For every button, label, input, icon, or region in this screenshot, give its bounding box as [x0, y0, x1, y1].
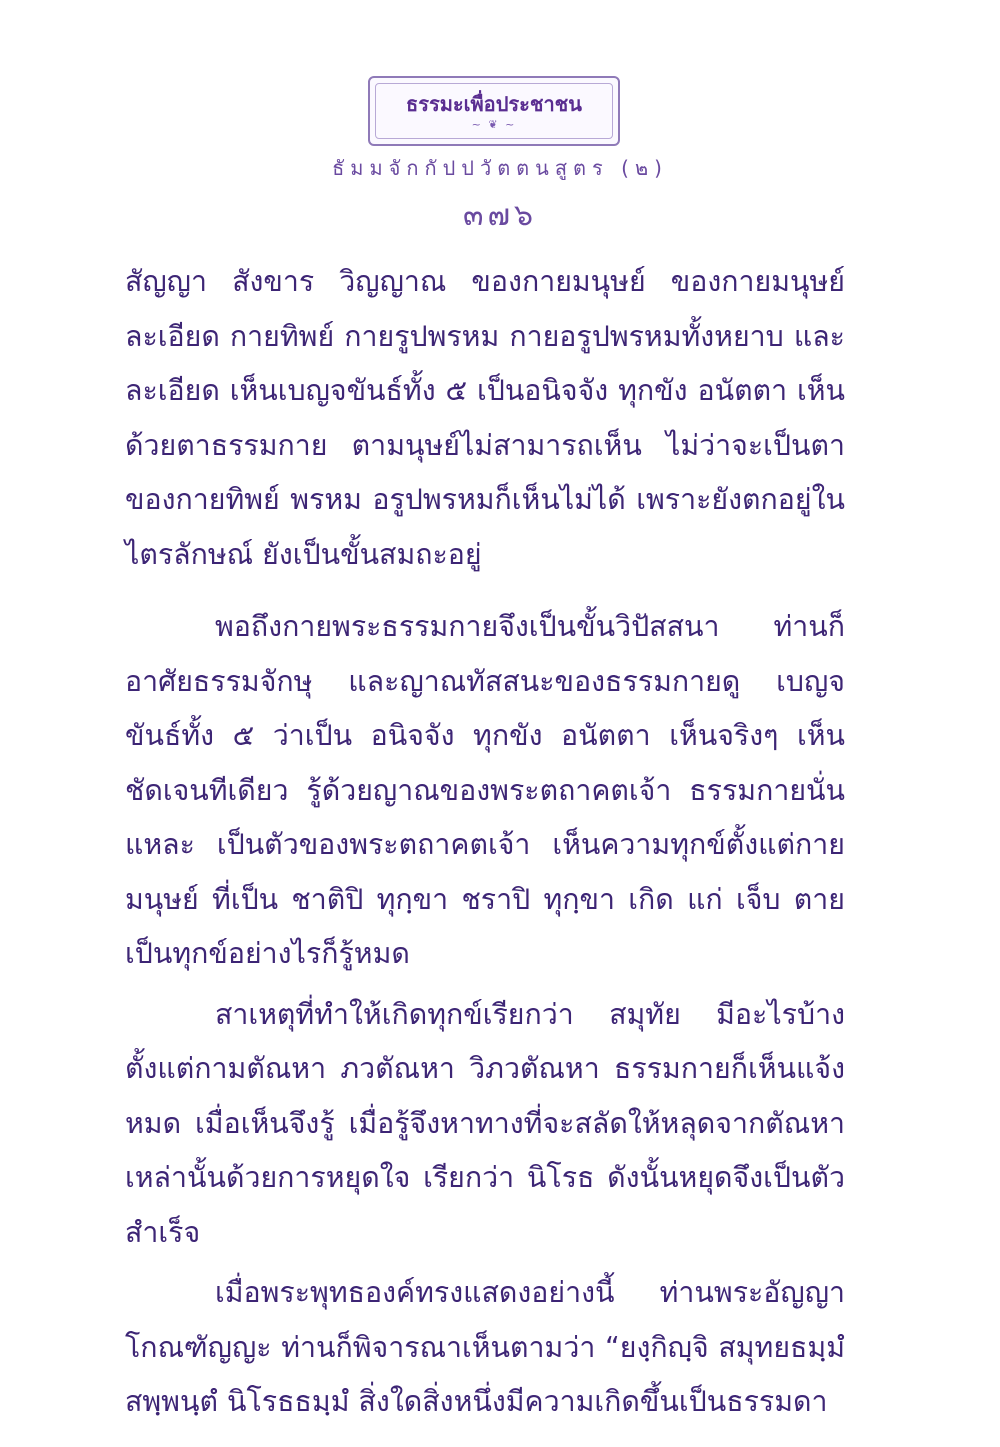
paragraph-3: สาเหตุที่ทำให้เกิดทุกข์เรียกว่า สมุทัย มีอะไรบ้าง ตั้งแต่กามตัณหา ภวตัณหา วิภวตัณหา ธรรมกายก็เห็นแจ้งหมด เมื่อเห็นจึงรู้ เมื่อรู้จึงหาทางที่จะสลัดให้หลุดจากตัณหาเหล่านั้นด้วยการหยุดใจ เรียกว่า นิโรธ ดังนั้นหยุดจึงเป็นตัวสำเร็จ [125, 997, 845, 1249]
ornament-icon: ~ ❦ ~ [471, 118, 517, 131]
series-logo [368, 76, 620, 146]
page-header [0, 0, 1000, 240]
paragraph-4: เมื่อพระพุทธองค์ทรงแสดงอย่างนี้ ท่านพระอัญญาโกณฑัญญะ ท่านก็พิจารณาเห็นตามว่า “ยงฺกิญฺจิ สมุทยธมฺมํ สพฺพนฺตํ นิโรธธมฺมํ สิ่งใดสิ่งหนึ่งมีความเกิดขึ้นเป็นธรรมดา [125, 1276, 845, 1418]
logo-text: ธรรมะเพื่อประชาชน [406, 92, 582, 116]
page-number: ๓๗๖ [462, 198, 538, 233]
page-body [125, 255, 845, 1430]
chapter-subtitle: ธัมมจักกัปปวัตตนสูตร (๒) [332, 156, 668, 180]
paragraph-2: พอถึงกายพระธรรมกายจึงเป็นขั้นวิปัสสนา ท่านก็อาศัยธรรมจักษุ และญาณทัสสนะของธรรมกายดู เบญจขันธ์ทั้ง ๕ ว่าเป็น อนิจจัง ทุกขัง อนัตตา เห็นจริงๆ เห็นชัดเจนทีเดียว รู้ด้วยญาณของพระตถาคตเจ้า ธรรมกายนั่นแหละ เป็นตัวของพระตถาคตเจ้า เห็นความทุกข์ตั้งแต่กายมนุษย์ ที่เป็น ชาติปิ ทุกฺขา ชราปิ ทุกฺขา เกิด แก่ เจ็บ ตาย เป็นทุกข์อย่างไรก็รู้หมด [125, 610, 845, 970]
paragraph-1: สัญญา สังขาร วิญญาณ ของกายมนุษย์ ของกายมนุษย์ละเอียด กายทิพย์ กายรูปพรหม กายอรูปพรหมทั้งหยาบ และละเอียด เห็นเบญจขันธ์ทั้ง ๕ เป็นอนิจจัง ทุกขัง อนัตตา เห็นด้วยตาธรรมกาย ตามนุษย์ไม่สามารถเห็น ไม่ว่าจะเป็นตาของกายทิพย์ พรหม อรูปพรหมก็เห็นไม่ได้ เพราะยังตกอยู่ในไตรลักษณ์ ยังเป็นขั้นสมถะอยู่ [125, 265, 845, 571]
